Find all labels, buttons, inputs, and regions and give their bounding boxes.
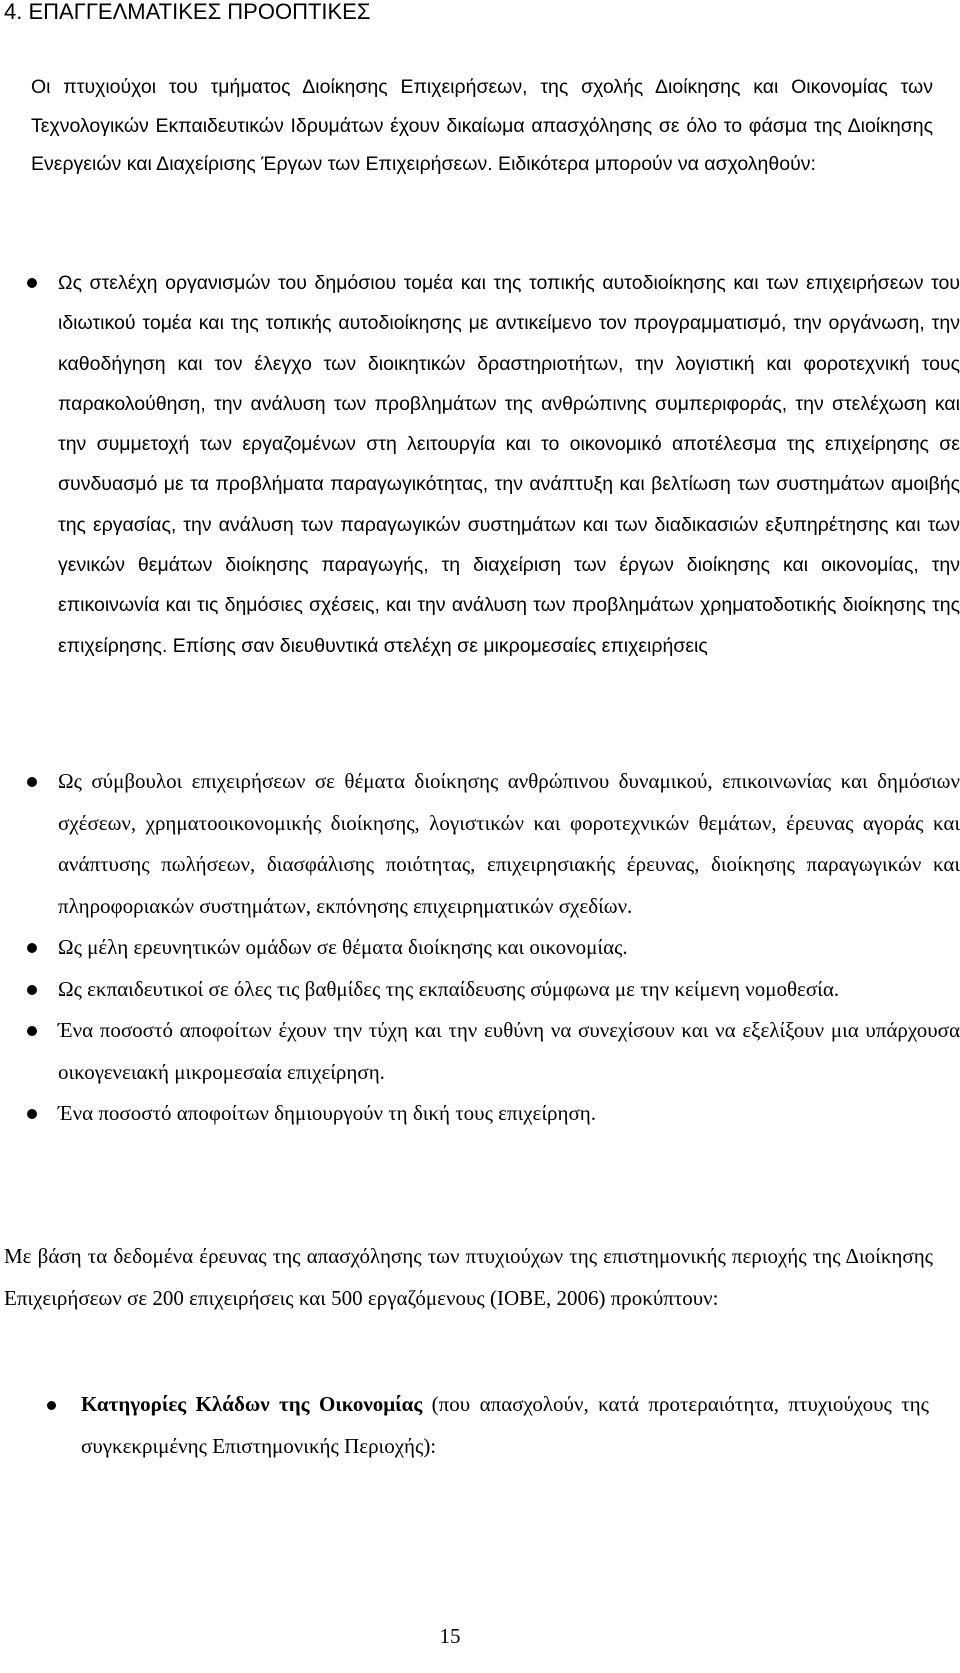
bullet-icon — [27, 943, 37, 953]
list-item-text: Ένα ποσοστό αποφοίτων έχουν την τύχη και την ευθύνη να συνεχίσουν και να εξελίξουν μια υπάρχουσα οικογενειακή μικρομεσαία επιχείρηση. — [58, 1018, 960, 1084]
sector-categories-description: (που απασχολούν, κατά προτεραιότητα, πτυχιούχους της συγκεκριμένης Επιστημονικής Περιοχής): — [81, 1392, 929, 1458]
sector-categories-title: Κατηγορίες Κλάδων της Οικονομίας — [81, 1392, 423, 1416]
list-item-text: Ως σύμβουλοι επιχειρήσεων σε θέματα διοίκησης ανθρώπινου δυναμικού, επικοινωνίας και δημόσιων σχέσεων, χρηματοοικονομικής διοίκησης, λογιστικών και φοροτεχνικών θεμάτων, έρευνας αγοράς και ανάπτυσης πωλήσεων, διασφάλισης ποιότητας, επιχειρησιακής έρευνας, διοίκησης παραγωγικών και πληροφοριακών συστημάτων, εκπόνησης επιχειρηματικών σχεδίων. — [58, 769, 960, 918]
list-item-text — [81, 1392, 929, 1458]
list-item-text: Ως στελέχη οργανισμών του δημόσιου τομέα και της τοπικής αυτοδιοίκησης και των επιχειρήσεων του ιδιωτικού τομέα και της τοπικής αυτοδιοίκησης με αντικείμενο τον προγραμματισμό, την οργάνωση, την καθοδήγηση και τον έλεγχο των διοικητικών δραστηριοτήτων, την λογιστική και φοροτεχνική τους παρακολούθηση, την ανάλυση των προβλημάτων της ανθρώπινης συμπεριφοράς, την στελέχωση και την συμμετοχή των εργαζομένων στη λειτουργία και το οικονομικό αποτέλεσμα της επιχείρησης σε συνδυασμό με τα προβλήματα παραγωγικότητας, την ανάπτυξη και βελτίωση των συστημάτων αμοιβής της εργασίας, την ανάλυση των παραγωγικών συστημάτων και των διαδικασιών εξυπηρέτησης και των γενικών θεμάτων διοίκησης παραγωγής, τη διαχείριση των έργων διοίκησης και οικονομίας, την επικοινωνία και τις δημόσιες σχέσεις, και την ανάλυση των προβλημάτων χρηματοδοτικής διοίκησης της επιχείρησης. Επίσης σαν διευθυντικά στελέχη σε μικρομεσαίες επιχειρήσεις — [58, 272, 960, 657]
list-item — [47, 1384, 929, 1467]
list-item — [27, 761, 960, 927]
list-item-text: Ως μέλη ερευνητικών ομάδων σε θέματα διοίκησης και οικονομίας. — [58, 935, 628, 959]
page-number: 15 — [439, 1624, 461, 1648]
bullet-icon — [27, 985, 37, 995]
intro-paragraph: Οι πτυχιούχοι του τμήματος Διοίκησης Επιχειρήσεων, της σχολής Διοίκησης και Οικονομίας των Τεχνολογικών Εκπαιδευτικών Ιδρυμάτων έχουν δικαίωμα απασχόλησης σε όλο το φάσμα της Διοίκησης Ενεργειών και Διαχείρισης Έργων των Επιχειρήσεων. Ειδικότερα μπορούν να ασχοληθούν: — [31, 76, 933, 175]
list-item — [27, 1010, 960, 1093]
list-item-text: Ως εκπαιδευτικοί σε όλες τις βαθμίδες της εκπαίδευσης σύμφωνα με την κείμενη νομοθεσία. — [58, 976, 840, 1001]
bullet-list-careers — [27, 761, 960, 1135]
survey-paragraph: Με βάση τα δεδομένα έρευνας της απασχόλησης των πτυχιούχων της επιστημονικής περιοχής της Διοίκησης Επιχειρήσεων σε 200 επιχειρήσεις και 500 εργαζόμενους (ΙΟΒΕ, 2006) προκύπτουν: — [4, 1244, 933, 1310]
bullet-icon — [47, 1401, 56, 1410]
bullet-icon — [27, 1026, 37, 1036]
list-item — [27, 1093, 960, 1135]
bullet-icon — [27, 1109, 37, 1119]
list-item — [27, 263, 960, 666]
list-item — [27, 927, 960, 969]
bullet-list-sectors — [47, 1384, 960, 1467]
bullet-icon — [27, 278, 37, 288]
bullet-list-roles — [27, 263, 960, 666]
list-item-text: Ένα ποσοστό αποφοίτων δημιουργούν τη δική τους επιχείρηση. — [58, 1101, 597, 1125]
bullet-icon — [27, 777, 37, 787]
section-heading: 4. ΕΠΑΓΓΕΛΜΑΤΙΚΕΣ ΠΡΟΟΠΤΙΚΕΣ — [4, 0, 371, 24]
list-item — [27, 969, 960, 1011]
